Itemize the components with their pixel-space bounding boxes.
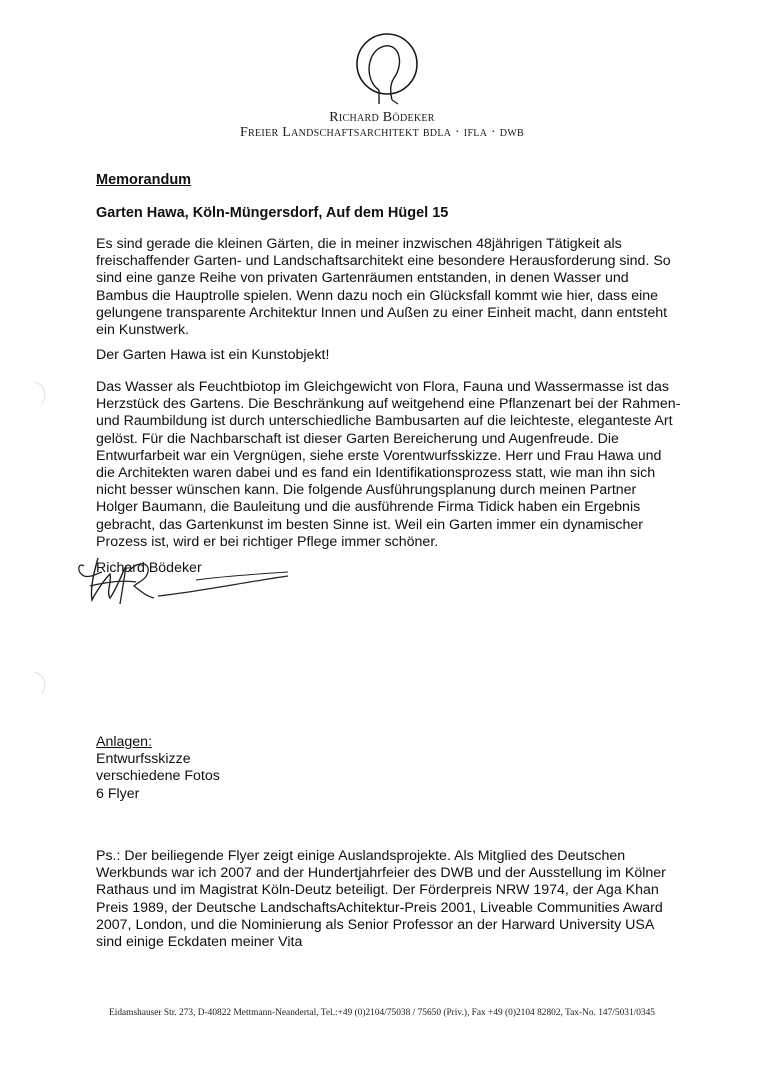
text-line: und Raumbildung ist durch unterschiedliche Bambusarten auf die leichteste, eleganteste Art [96, 413, 673, 430]
paragraph-ps [96, 848, 686, 951]
letterhead-name: Richard Bödeker [329, 110, 435, 125]
text-line: Entwurfarbeit war ein Vergnügen, siehe erste Vorentwurfsskizze. Herr und Frau Hawa und [96, 447, 662, 464]
attachment-item: Entwurfsskizze [96, 751, 191, 768]
text-line: freischaffender Garten- und Landschaftsarchitekt eine besondere Herausforderung sind. So [96, 253, 671, 270]
paragraph-kunstobjekt: Der Garten Hawa ist ein Kunstobjekt! [96, 347, 330, 363]
text-line: die Architekten waren dabei und es fand ein Identifikationsprozess statt, wie man ihn sich [96, 465, 656, 482]
text-line: Es sind gerade die kleinen Gärten, die in meiner inzwischen 48jährigen Tätigkeit als [96, 236, 622, 252]
text-line: Prozess ist, wird er bei richtiger Pflege immer schöner. [96, 533, 439, 550]
paragraph-intro [96, 236, 686, 339]
text-line: gebracht, das Gartenkunst im besten Sinne ist. Weil ein Garten immer ein dynamischer [96, 516, 643, 533]
text-line: 2007, London, und die Nominierung als Senior Professor an der Harward University USA [96, 916, 655, 933]
text-line: Holger Baumann, die Bauleitung und die ausführende Firma Tidick haben ein Ergebnis [96, 499, 641, 516]
subject-heading: Garten Hawa, Köln-Müngersdorf, Auf dem Hügel 15 [96, 205, 449, 221]
handwritten-signature-icon [76, 552, 306, 612]
text-line: Rathaus und im Magistrat Köln-Deutz beteiligt. Der Förderpreis NRW 1974, der Aga Khan [96, 882, 659, 899]
text-line: Herzstück des Gartens. Die Beschränkung auf weitgehend eine Pflanzenart bei der Rahmen- [96, 396, 681, 413]
text-line: Bambus die Hauptrolle spielen. Wenn dazu noch ein Glücksfall kommt wie hier, dass eine [96, 287, 659, 304]
letterhead-title: Freier Landschaftsarchitekt bdla · ifla · dwb [239, 125, 525, 140]
text-line: nicht besser wünschen kann. Die folgende Ausführungsplanung durch meinen Partner [96, 482, 637, 499]
text-line: sind eine ganze Reihe von privaten Gartenräumen entstanden, in denen Wasser und [96, 270, 629, 287]
signature-block [76, 552, 306, 612]
text-line: gelöst. Für die Nachbarschaft ist dieser Garten Bereicherung und Augenfreude. Die [96, 430, 619, 447]
punch-hole-mark-icon [30, 378, 54, 408]
attachments-title: Anlagen: [96, 734, 153, 750]
paragraph-wasser [96, 379, 686, 551]
text-line: sind einige Eckdaten meiner Vita [96, 934, 303, 951]
attachments-list [96, 734, 220, 803]
text-line: gelungene transparente Architektur Innen und Außen zu einer Einheit macht, dann entsteht [96, 304, 668, 321]
text-line: Das Wasser als Feuchtbiotop im Gleichgewicht von Flora, Fauna und Wassermasse ist das [96, 379, 669, 395]
memo-heading: Memorandum [96, 172, 192, 188]
attachment-item: verschiedene Fotos [96, 768, 220, 785]
footer-address: Eidamshauser Str. 273, D-40822 Mettmann-Neandertal, Tel.:+49 (0)2104/75038 / 75650 (Priv.), Fax +49 (0)2104 82802, Tax-No. 147/5031/0345 [109, 1008, 655, 1018]
punch-hole-mark-icon [30, 668, 54, 698]
text-line: ein Kunstwerk. [96, 322, 190, 339]
text-line: Preis 1989, der Deutsche LandschaftsAchitektur-Preis 2001, Liveable Communities Award [96, 899, 663, 916]
text-line: Werkbunds war ich 2007 and der Hundertjahrfeier des DWB und der Ausstellung im Kölner [96, 865, 666, 882]
text-line: Ps.: Der beiliegende Flyer zeigt einige Auslandsprojekte. Als Mitglied des Deutschen [96, 848, 626, 864]
signature-name: Richard Bödeker [96, 560, 202, 576]
attachment-item: 6 Flyer [96, 785, 140, 802]
monogram-logo-icon [352, 30, 422, 110]
